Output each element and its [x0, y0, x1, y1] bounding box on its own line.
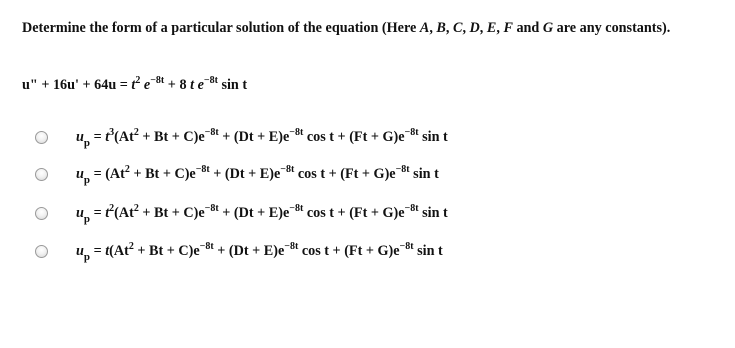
- comma: ,: [479, 20, 487, 36]
- exponent: −8t: [289, 203, 304, 214]
- constant-a: A: [419, 20, 430, 36]
- question-lead: Determine the form of a particular solution of the equation (Here: [22, 20, 420, 36]
- u-var: u: [76, 243, 84, 259]
- second-term: + (Dt + E)e: [213, 243, 285, 259]
- answer-option[interactable]: [35, 166, 725, 188]
- answer-option-expression: [76, 127, 448, 149]
- exponent: −8t: [404, 203, 419, 214]
- equals: =: [90, 243, 106, 259]
- equation-exponent: −8t: [150, 75, 165, 86]
- poly-open: (At: [114, 129, 134, 145]
- third-term: cos t + (Ft + G)e: [303, 129, 405, 145]
- poly-rest: + Bt + C)e: [133, 243, 200, 259]
- exponent: −8t: [284, 241, 299, 252]
- equation-plus: +: [164, 77, 180, 93]
- subscript-p: p: [83, 174, 91, 186]
- poly-open: (At: [114, 205, 134, 221]
- power: 2: [128, 241, 134, 252]
- poly-rest: + Bt + C)e: [138, 205, 205, 221]
- radio-button[interactable]: [35, 168, 48, 181]
- constant-e: E: [486, 20, 497, 36]
- radio-button[interactable]: [35, 245, 48, 258]
- poly-rest: + Bt + C)e: [138, 129, 205, 145]
- question-trail: are any constants).: [553, 20, 671, 36]
- third-term: cos t + (Ft + G)e: [298, 243, 400, 259]
- answer-option-expression: [76, 241, 443, 263]
- t-power: 2: [109, 203, 115, 214]
- equals: =: [90, 166, 106, 182]
- answer-option[interactable]: [35, 129, 725, 151]
- exponent: −8t: [204, 203, 219, 214]
- t-power: 3: [109, 127, 115, 138]
- radio-button[interactable]: [35, 207, 48, 220]
- constant-d: D: [469, 20, 480, 36]
- second-term: + (Dt + E)e: [218, 129, 290, 145]
- answer-option-expression: [76, 203, 448, 225]
- second-term: + (Dt + E)e: [209, 166, 281, 182]
- second-term: + (Dt + E)e: [218, 205, 290, 221]
- sin-term: sin t: [409, 166, 439, 182]
- exponent: −8t: [199, 241, 214, 252]
- equation-power: 2: [135, 75, 141, 86]
- answer-option-expression: [76, 164, 439, 186]
- comma: ,: [445, 20, 453, 36]
- u-var: u: [76, 166, 84, 182]
- exponent: −8t: [204, 127, 219, 138]
- poly-rest: + Bt + C)e: [129, 166, 196, 182]
- t-factor: t: [105, 243, 110, 259]
- poly-open: (At: [105, 166, 125, 182]
- exponent: −8t: [289, 127, 304, 138]
- exponent: −8t: [404, 127, 419, 138]
- equation-sin-term: sin t: [217, 77, 248, 93]
- power: 2: [124, 164, 130, 175]
- u-var: u: [76, 129, 84, 145]
- subscript-p: p: [83, 251, 91, 263]
- equation-e-base: e: [197, 77, 204, 93]
- exponent: −8t: [395, 164, 410, 175]
- sin-term: sin t: [418, 129, 448, 145]
- equation-e-base: e: [143, 77, 151, 93]
- constant-b: B: [436, 20, 446, 36]
- exponent: −8t: [195, 164, 210, 175]
- constant-f: F: [503, 20, 513, 36]
- question-text: [22, 19, 712, 38]
- subscript-p: p: [83, 213, 91, 225]
- comma: ,: [462, 20, 470, 36]
- constant-c: C: [452, 20, 463, 36]
- sin-term: sin t: [413, 243, 443, 259]
- t-factor: t: [105, 205, 110, 221]
- differential-equation: [22, 77, 247, 94]
- radio-button[interactable]: [35, 131, 48, 144]
- exponent: −8t: [280, 164, 295, 175]
- equals: =: [90, 205, 106, 221]
- exponent: −8t: [399, 241, 414, 252]
- answer-option[interactable]: [35, 205, 725, 227]
- equals: =: [90, 129, 106, 145]
- comma: ,: [429, 20, 437, 36]
- subscript-p: p: [83, 137, 91, 149]
- t-factor: t: [105, 129, 110, 145]
- poly-open: (At: [109, 243, 129, 259]
- third-term: cos t + (Ft + G)e: [303, 205, 405, 221]
- third-term: cos t + (Ft + G)e: [294, 166, 396, 182]
- answer-option[interactable]: [35, 243, 725, 265]
- sin-term: sin t: [418, 205, 448, 221]
- equation-t-var: t: [190, 77, 195, 93]
- comma: ,: [496, 20, 504, 36]
- constant-g: G: [542, 20, 554, 36]
- power: 2: [133, 203, 139, 214]
- and-word: and: [512, 20, 543, 36]
- equation-coefficient: 8: [179, 77, 187, 93]
- u-var: u: [76, 205, 84, 221]
- equation-lhs: u" + 16u' + 64u =: [22, 77, 132, 93]
- power: 2: [133, 127, 139, 138]
- equation-t-var: t: [131, 77, 136, 93]
- equation-exponent: −8t: [203, 75, 218, 86]
